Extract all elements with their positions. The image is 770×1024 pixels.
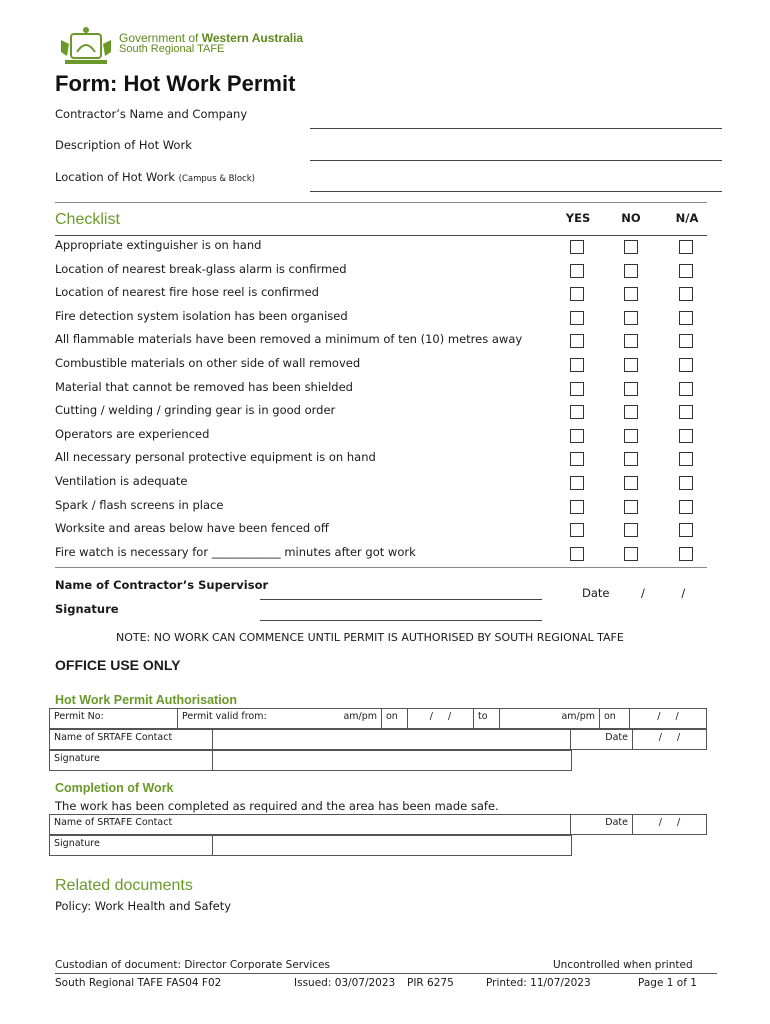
- footer-custodian: Custodian of document: Director Corporate Services: [55, 959, 330, 971]
- signature-line[interactable]: [260, 620, 542, 621]
- page-title: Form: Hot Work Permit: [55, 71, 296, 96]
- description-line[interactable]: [310, 160, 722, 161]
- divider: [55, 202, 707, 203]
- checkbox-yes[interactable]: [570, 429, 584, 443]
- office-use-title: OFFICE USE ONLY: [55, 657, 181, 673]
- checkbox-na[interactable]: [679, 311, 693, 325]
- col-yes: YES: [565, 211, 591, 225]
- related-documents-title: Related documents: [55, 877, 193, 894]
- authorisation-title: Hot Work Permit Authorisation: [55, 693, 237, 707]
- date-cell-1[interactable]: / /: [408, 709, 474, 729]
- checkbox-yes[interactable]: [570, 500, 584, 514]
- footer-rule: [55, 973, 717, 974]
- authorisation-note: NOTE: NO WORK CAN COMMENCE UNTIL PERMIT IS AUTHORISED BY SOUTH REGIONAL TAFE: [116, 631, 624, 644]
- checkbox-na[interactable]: [679, 382, 693, 396]
- checklist-item-label: Location of nearest fire hose reel is confirmed: [55, 285, 319, 299]
- checkbox-yes[interactable]: [570, 452, 584, 466]
- checkbox-yes[interactable]: [570, 334, 584, 348]
- checkbox-no[interactable]: [624, 311, 638, 325]
- footer-uncontrolled: Uncontrolled when printed: [553, 959, 693, 971]
- checkbox-na[interactable]: [679, 405, 693, 419]
- checkbox-na[interactable]: [679, 358, 693, 372]
- checkbox-yes[interactable]: [570, 287, 584, 301]
- date-cell-2[interactable]: / /: [630, 709, 707, 729]
- authorisation-contact-table: [49, 729, 707, 750]
- contact-input-cell[interactable]: [213, 730, 571, 750]
- checkbox-no[interactable]: [624, 452, 638, 466]
- completion-signature-input[interactable]: [213, 836, 572, 856]
- description-label: Description of Hot Work: [55, 138, 192, 152]
- checkbox-no[interactable]: [624, 547, 638, 561]
- completion-signature-label: Signature: [50, 836, 213, 856]
- checkbox-no[interactable]: [624, 429, 638, 443]
- checklist-item-label: Appropriate extinguisher is on hand: [55, 238, 262, 252]
- checkbox-na[interactable]: [679, 240, 693, 254]
- completion-date-label: Date: [571, 815, 633, 835]
- checklist-item-label: All flammable materials have been removed a minimum of ten (10) metres away: [55, 332, 523, 346]
- col-no: NO: [621, 211, 641, 225]
- contractor-line[interactable]: [310, 128, 722, 129]
- checklist-item-label: Ventilation is adequate: [55, 474, 188, 488]
- checklist-item-label: Cutting / welding / grinding gear is in good order: [55, 403, 336, 417]
- checkbox-yes[interactable]: [570, 311, 584, 325]
- supervisor-line[interactable]: [260, 599, 542, 600]
- checklist-item-label: Fire watch is necessary for ____________ minutes after got work: [55, 545, 416, 559]
- to-cell: to: [474, 709, 500, 729]
- completion-contact-cell[interactable]: Name of SRTAFE Contact: [50, 815, 571, 835]
- on-cell-2: on: [600, 709, 630, 729]
- contact-label-cell: Name of SRTAFE Contact: [50, 730, 213, 750]
- checkbox-yes[interactable]: [570, 405, 584, 419]
- footer-issued: Issued: 03/07/2023: [294, 977, 396, 989]
- checkbox-na[interactable]: [679, 523, 693, 537]
- divider: [55, 567, 707, 568]
- valid-to-cell[interactable]: am/pm: [500, 709, 600, 729]
- checklist-item-label: Spark / flash screens in place: [55, 498, 224, 512]
- supervisor-date-field[interactable]: / /: [641, 586, 686, 600]
- checkbox-na[interactable]: [679, 264, 693, 278]
- contractor-label: Contractor’s Name and Company: [55, 107, 248, 121]
- checkbox-yes[interactable]: [570, 240, 584, 254]
- checkbox-na[interactable]: [679, 452, 693, 466]
- checkbox-no[interactable]: [624, 500, 638, 514]
- checkbox-no[interactable]: [624, 240, 638, 254]
- checkbox-na[interactable]: [679, 547, 693, 561]
- completion-date-input[interactable]: / /: [633, 815, 707, 835]
- checklist-item-label: Combustible materials on other side of wall removed: [55, 356, 361, 370]
- checkbox-na[interactable]: [679, 429, 693, 443]
- location-label: Location of Hot Work (Campus & Block): [55, 170, 255, 184]
- location-line[interactable]: [310, 191, 722, 192]
- logo-line-1: Government of Western Australia: [119, 31, 304, 45]
- checkbox-na[interactable]: [679, 500, 693, 514]
- supervisor-date-label: Date: [582, 586, 610, 600]
- signature-label-cell: Signature: [50, 751, 213, 771]
- checklist-title: Checklist: [55, 211, 120, 228]
- date-input-cell[interactable]: / /: [633, 730, 707, 750]
- footer-doc-code: South Regional TAFE FAS04 F02: [55, 977, 222, 989]
- date-label-cell: Date: [571, 730, 633, 750]
- checkbox-no[interactable]: [624, 358, 638, 372]
- checkbox-no[interactable]: [624, 382, 638, 396]
- checkbox-yes[interactable]: [570, 382, 584, 396]
- checkbox-na[interactable]: [679, 476, 693, 490]
- checkbox-no[interactable]: [624, 334, 638, 348]
- checklist-item-label: All necessary personal protective equipment is on hand: [55, 450, 376, 464]
- checklist-item-label: Operators are experienced: [55, 427, 210, 441]
- checkbox-yes[interactable]: [570, 547, 584, 561]
- checkbox-yes[interactable]: [570, 523, 584, 537]
- related-policy: Policy: Work Health and Safety: [55, 899, 232, 913]
- supervisor-label: Name of Contractor’s Supervisor: [55, 578, 269, 592]
- checkbox-na[interactable]: [679, 334, 693, 348]
- permit-no-cell[interactable]: Permit No:: [50, 709, 178, 729]
- checklist-item-label: Worksite and areas below have been fenced off: [55, 521, 329, 535]
- checklist-item-label: Location of nearest break-glass alarm is confirmed: [55, 262, 347, 276]
- checkbox-na[interactable]: [679, 287, 693, 301]
- authorisation-signature-table: [49, 750, 572, 771]
- checkbox-yes[interactable]: [570, 358, 584, 372]
- checkbox-no[interactable]: [624, 287, 638, 301]
- completion-signature-table: [49, 835, 572, 856]
- checkbox-no[interactable]: [624, 264, 638, 278]
- footer-printed: Printed: 11/07/2023: [486, 977, 591, 989]
- authorisation-table: [49, 708, 707, 729]
- checkbox-no[interactable]: [624, 405, 638, 419]
- wa-crest-logo: [57, 26, 117, 68]
- valid-from-cell[interactable]: Permit valid from: am/pm: [178, 709, 382, 729]
- footer-page-number: Page 1 of 1: [638, 977, 697, 989]
- logo-line-2: South Regional TAFE: [119, 43, 225, 55]
- checklist-rule: [55, 235, 707, 236]
- supervisor-signature-label: Signature: [55, 602, 119, 616]
- footer-pir: PIR 6275: [407, 977, 454, 989]
- checkbox-no[interactable]: [624, 523, 638, 537]
- completion-contact-table: [49, 814, 707, 835]
- col-na: N/A: [675, 211, 699, 225]
- completion-title: Completion of Work: [55, 781, 174, 795]
- completion-statement: The work has been completed as required and the area has been made safe.: [55, 799, 499, 813]
- checkbox-yes[interactable]: [570, 264, 584, 278]
- on-cell-1: on: [382, 709, 408, 729]
- checkbox-no[interactable]: [624, 476, 638, 490]
- checkbox-yes[interactable]: [570, 476, 584, 490]
- checklist-item-label: Fire detection system isolation has been organised: [55, 309, 348, 323]
- signature-input-cell[interactable]: [213, 751, 572, 771]
- checklist-item-label: Material that cannot be removed has been shielded: [55, 380, 353, 394]
